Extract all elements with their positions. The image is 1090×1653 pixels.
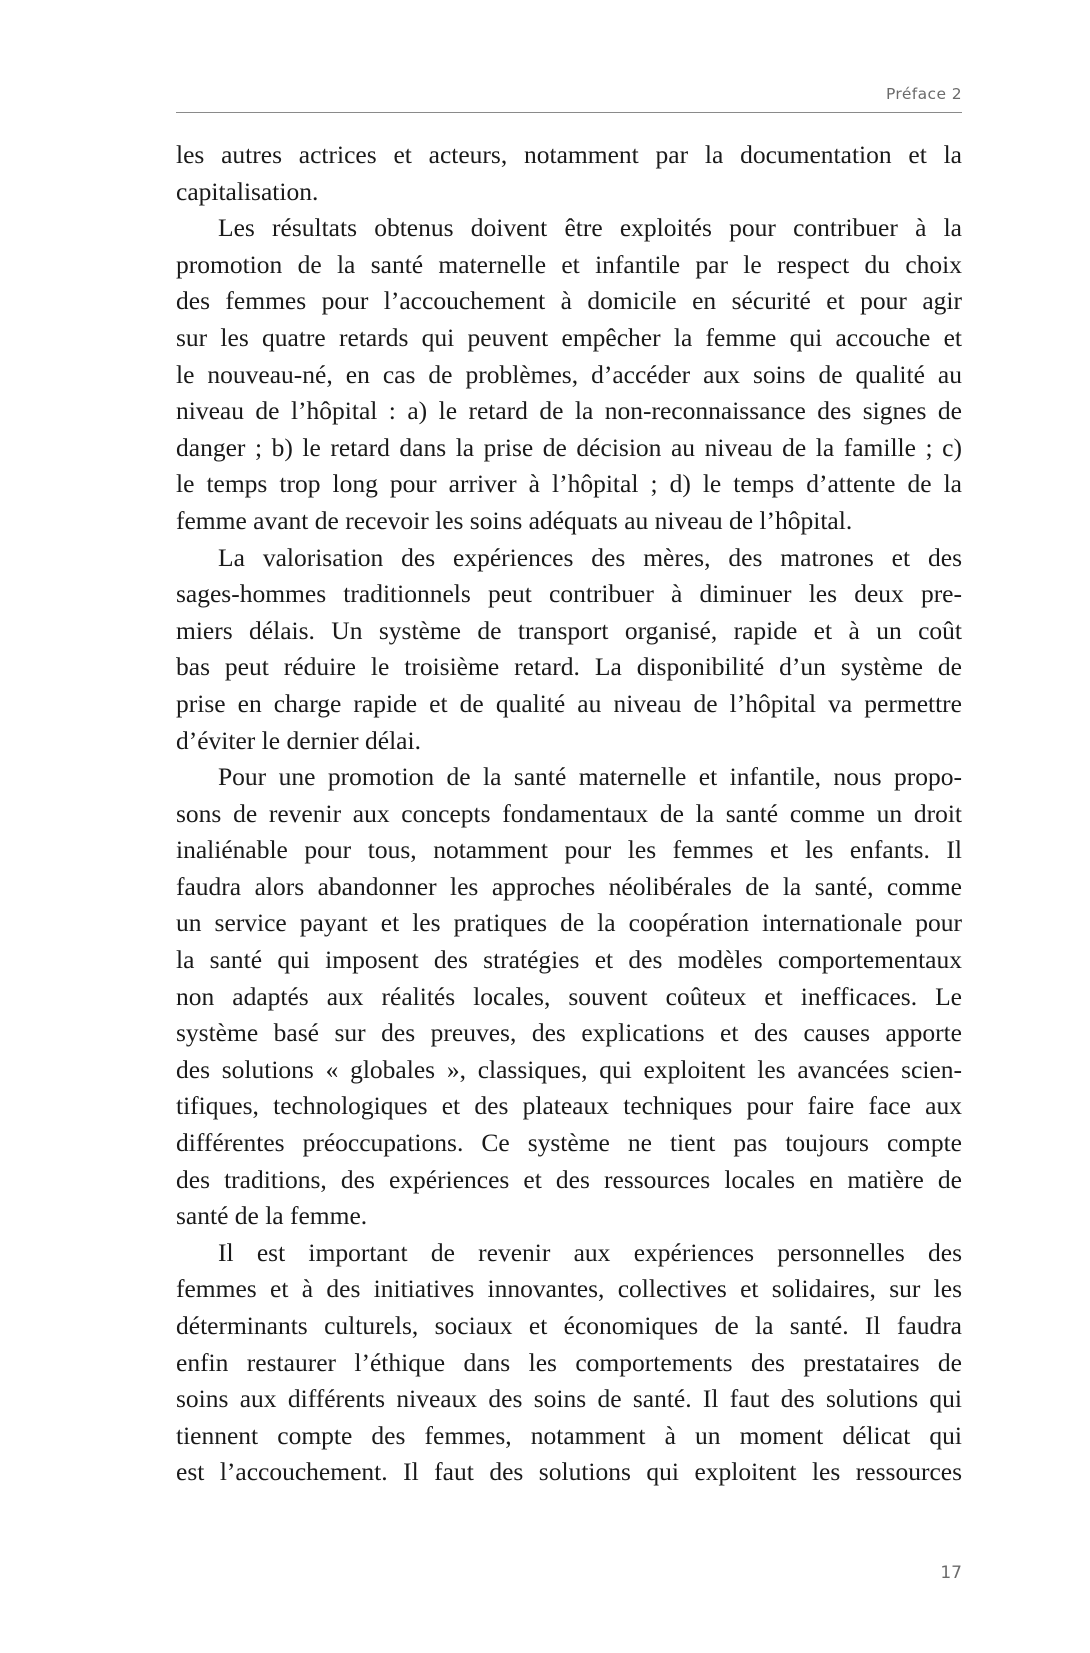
paragraph (176, 540, 962, 760)
text-line: des solutions « globales », classiques, qui exploitent les avancées scien- (176, 1054, 962, 1084)
text-line: danger ; b) le retard dans la prise de décision au niveau de la famille ; c) (176, 432, 962, 462)
text-line: La valorisation des expériences des mères, des matrones et des (218, 542, 962, 572)
text-line: un service payant et les pratiques de la coopération internationale pour (176, 908, 962, 938)
running-header: Préface 2 (885, 85, 962, 103)
text-line: soins aux différents niveaux des soins de santé. Il faut des solutions qui (176, 1384, 962, 1414)
text-line: non adaptés aux réalités locales, souvent coûteux et inefficaces. Le (176, 981, 962, 1011)
text-line: Pour une promotion de la santé maternelle et infantile, nous propo- (218, 762, 962, 792)
body-text (176, 137, 962, 1491)
text-line: femme avant de recevoir les soins adéquats au niveau de l’hôpital. (176, 505, 853, 535)
text-line: système basé sur des preuves, des explications et des causes apporte (176, 1018, 962, 1048)
text-line: bas peut réduire le troisième retard. La disponibilité d’un système de (176, 652, 962, 682)
text-line: déterminants culturels, sociaux et économiques de la santé. Il faudra (176, 1311, 962, 1340)
header-rule-divider (176, 112, 962, 113)
text-line: tiennent compte des femmes, notamment à un moment délicat qui (176, 1420, 962, 1450)
text-line: promotion de la santé maternelle et infantile par le respect du choix (176, 249, 962, 279)
text-line: femmes et à des initiatives innovantes, collectives et solidaires, sur les (176, 1274, 962, 1304)
text-line: d’éviter le dernier délai. (176, 725, 421, 755)
text-line: sons de revenir aux concepts fondamentaux de la santé comme un droit (176, 798, 962, 828)
page-number: 17 (940, 1563, 962, 1583)
text-line: prise en charge rapide et de qualité au niveau de l’hôpital va permettre (176, 688, 962, 718)
text-line: différentes préoccupations. Ce système ne tient pas toujours compte (176, 1128, 962, 1158)
text-line: niveau de l’hôpital : a) le retard de la non-reconnaissance des signes de (176, 396, 962, 426)
text-line: est l’accouchement. Il faut des solutions qui exploitent les ressources (176, 1457, 962, 1487)
text-line: le nouveau-né, en cas de problèmes, d’accéder aux soins de qualité au (176, 359, 962, 389)
text-line: les autres actrices et acteurs, notamment par la documentation et la (176, 140, 962, 169)
paragraph (176, 1235, 962, 1491)
text-line: des traditions, des expériences et des ressources locales en matière de (176, 1164, 962, 1194)
text-line: enfin restaurer l’éthique dans les comportements des prestataires de (176, 1347, 962, 1377)
text-line: sages-hommes traditionnels peut contribuer à diminuer les deux pre- (176, 579, 962, 609)
text-line: capitalisation. (176, 176, 319, 206)
text-line: sur les quatre retards qui peuvent empêcher la femme qui accouche et (176, 322, 962, 352)
text-line: la santé qui imposent des stratégies et des modèles comportementaux (176, 945, 962, 975)
text-line: miers délais. Un système de transport organisé, rapide et à un coût (176, 615, 962, 645)
paragraph (176, 137, 962, 210)
text-line: Il est important de revenir aux expériences personnelles des (218, 1237, 962, 1267)
text-line: des femmes pour l’accouchement à domicile en sécurité et pour agir (176, 286, 962, 316)
text-line: faudra alors abandonner les approches néolibérales de la santé, comme (176, 871, 962, 901)
text-line: santé de la femme. (176, 1201, 368, 1231)
text-line: tifiques, technologiques et des plateaux techniques pour faire face aux (176, 1091, 962, 1121)
paragraph (176, 210, 962, 539)
text-line: inaliénable pour tous, notamment pour les femmes et les enfants. Il (176, 835, 962, 865)
paragraph (176, 759, 962, 1235)
text-line: le temps trop long pour arriver à l’hôpital ; d) le temps d’attente de la (176, 469, 962, 499)
text-line: Les résultats obtenus doivent être exploités pour contribuer à la (218, 213, 962, 243)
